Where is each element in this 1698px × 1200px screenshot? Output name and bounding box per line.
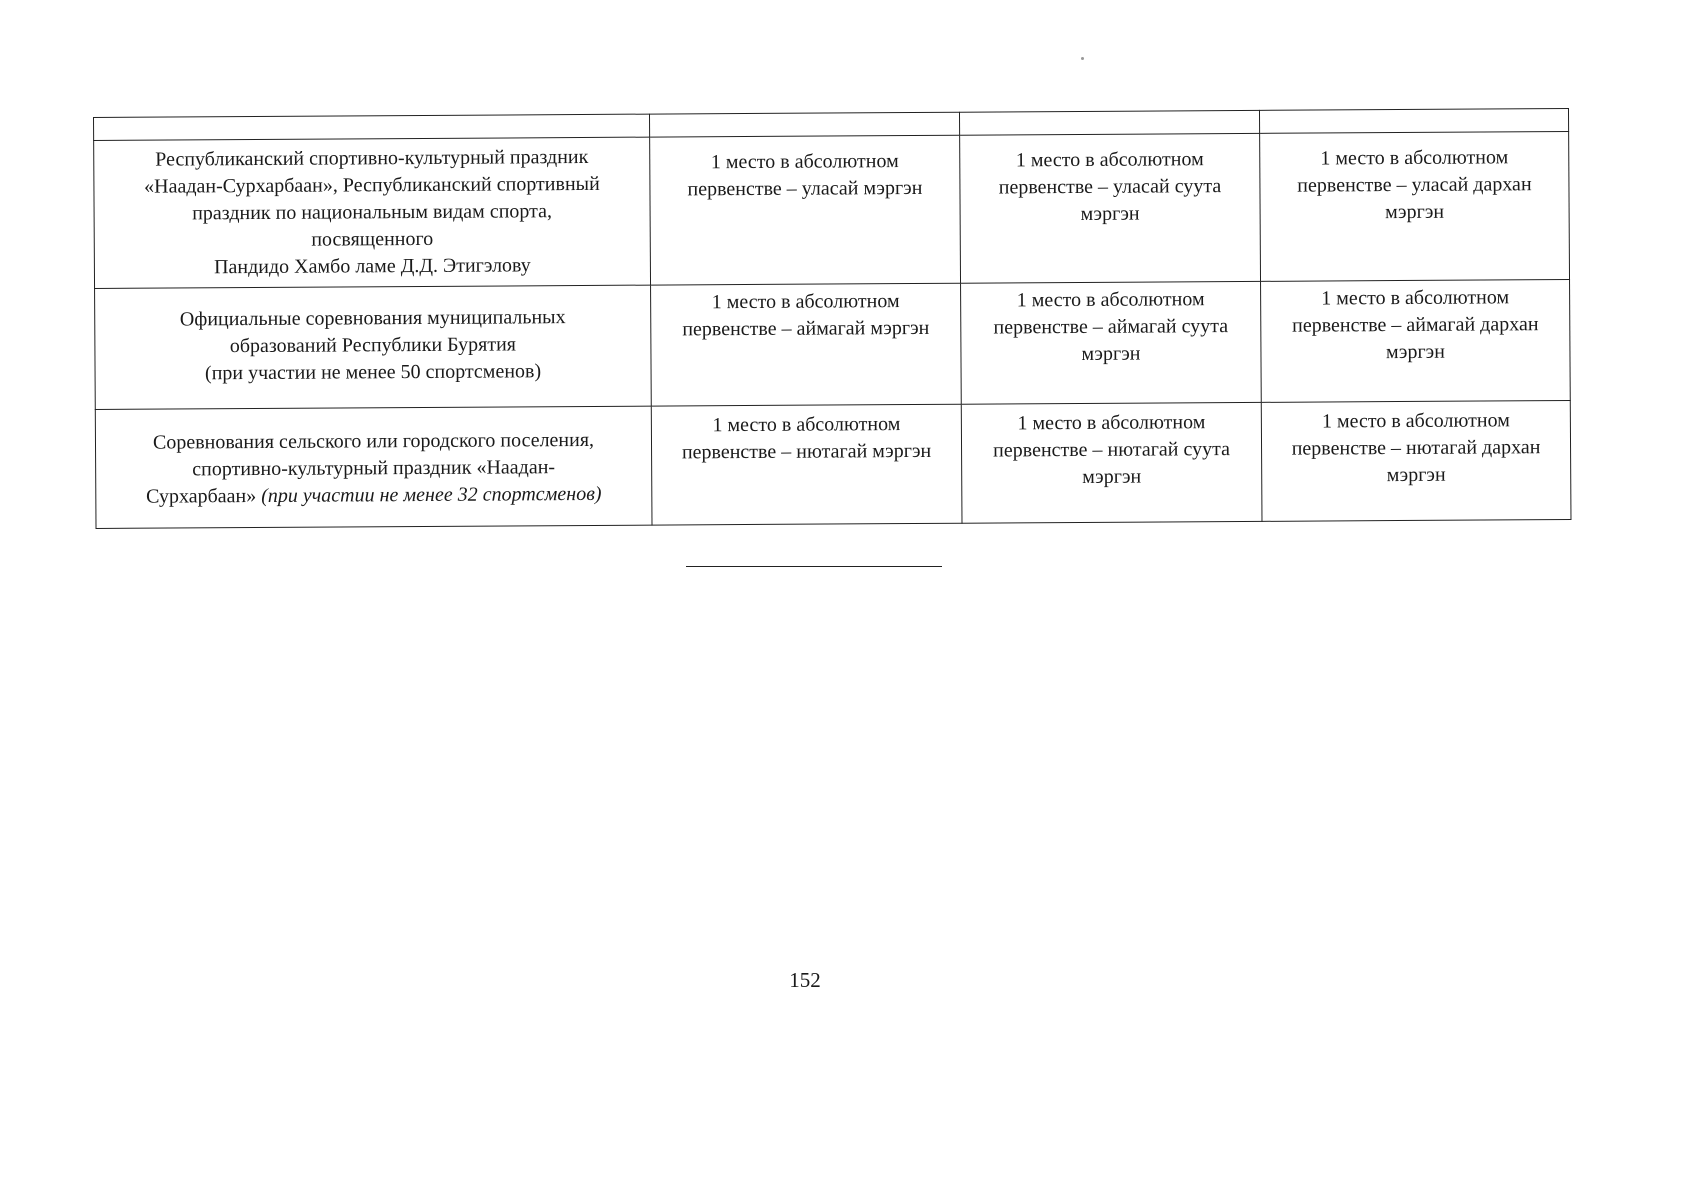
award-cell-a: 1 место в абсолютном первенстве – аймагай мэргэн: [651, 283, 962, 406]
event-cell: [95, 406, 652, 528]
award-cell-a: 1 место в абсолютном первенстве – нютагай мэргэн: [651, 404, 962, 525]
award-cell-c: 1 место в абсолютном первенстве – нютагай дархан мэргэн: [1261, 400, 1571, 521]
header-cell: [649, 112, 959, 137]
scan-speck: [1081, 57, 1084, 60]
award-cell-b: 1 место в абсолютном первенстве – нютагай суута мэргэн: [961, 402, 1262, 523]
award-cell-a: 1 место в абсолютном первенстве – уласай мэргэн: [650, 135, 961, 285]
award-cell-b: 1 место в абсолютном первенстве – уласай суута мэргэн: [960, 133, 1261, 283]
table-row: [95, 400, 1571, 528]
event-cell: Официальные соревнования муниципальных образований Республики Бурятия (при участии не менее 50 спортсменов): [95, 285, 652, 409]
table-row: [94, 131, 1570, 288]
page-number: 152: [789, 968, 821, 992]
event-text: Соревнования сельского или городского поселения, спортивно-культурный праздник «Наадан- Сурхарбаан»: [146, 428, 595, 508]
awards-table: [93, 108, 1571, 529]
header-cell: [959, 110, 1259, 135]
table-row: [95, 279, 1571, 409]
award-cell-c: 1 место в абсолютном первенстве – аймагай дархан мэргэн: [1261, 279, 1571, 402]
event-cell: Республиканский спортивно-культурный праздник «Наадан-Сурхарбаан», Республиканский спортивный праздник по национальным видам спорта, посвященного Пандидо Хамбо ламе Д.Д. Этигэлову: [94, 137, 651, 288]
header-cell: [94, 114, 650, 140]
event-participation-note: (при участии не менее 32 спортсменов): [261, 482, 602, 507]
award-cell-c: 1 место в абсолютном первенстве – уласай дархан мэргэн: [1260, 131, 1570, 281]
award-cell-b: 1 место в абсолютном первенстве – аймагай суута мэргэн: [961, 281, 1262, 404]
end-divider-line: [686, 566, 942, 567]
header-cell: [1259, 108, 1568, 133]
